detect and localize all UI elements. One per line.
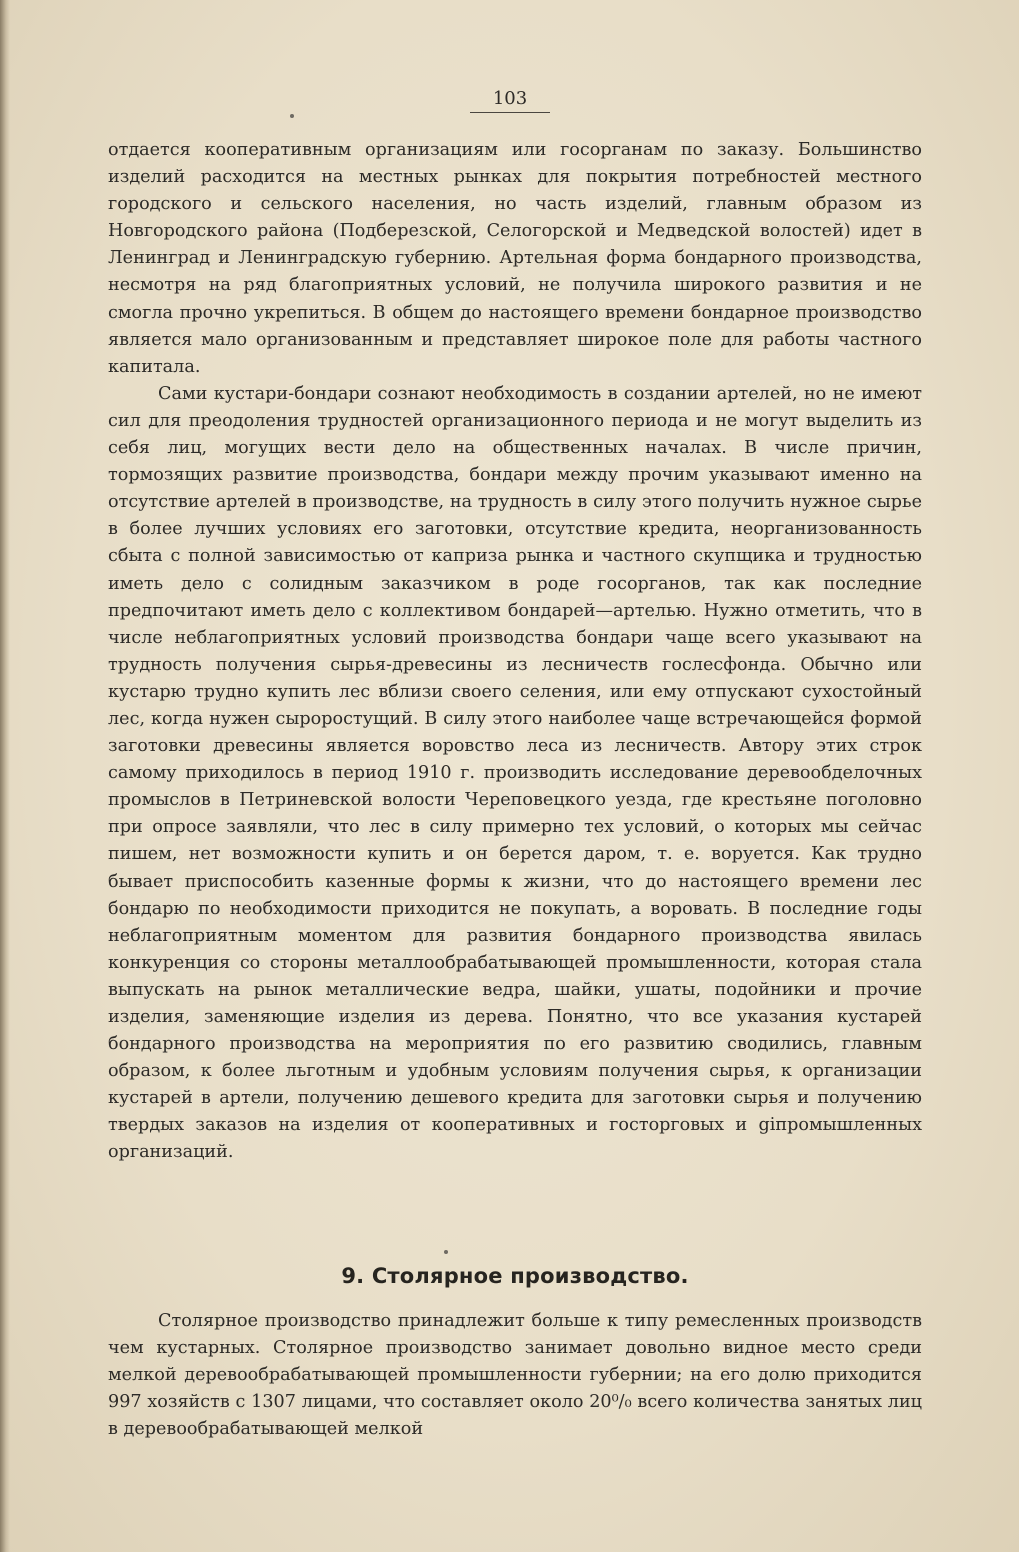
paragraph-continuation: отдается кооперативным организациям или госорганам по заказу. Большинство изделий расходится на местных рынках для покрытия потребностей местного городского и сельского населения, но часть изделий, главным образом из Новгородского района (Подберезской, Селогорской и Медведской волостей) идет в Ленинград и Ленинградскую губернию. Артельная форма бондарного производства, несмотря на ряд благоприятных условий, не получила широкого развития и не смогла прочно укрепиться. В общем до настоящего времени бондарное производство является мало организованным и представляет широкое поле для работы частного капитала. [108,140,922,377]
page-left-edge [0,0,10,1552]
section-heading: 9. Столярное производство. [341,1264,689,1288]
paragraph-carpentry: Столярное производство принадлежит больше к типу ремесленных производств чем кустарных. Столярное производство занимает довольно видное место среди мелкой деревообрабатывающей промышленности губернии; на его долю приходится 997 хозяйств с 1307 лицами, что составляет около 20⁰/₀ всего количества занятых лиц в деревообрабатывающей мелкой [108,1311,922,1440]
print-speck [444,1250,448,1254]
section-text [108,1308,922,1443]
paragraph-cooperage: Сами кустари-бондари сознают необходимость в создании артелей, но не имеют сил для преодоления трудностей организационного периода и не могут выделить из себя лиц, могущих вести дело на общественных началах. В числе причин, тормозящих развитие производства, бондари между прочим указывают именно на отсутствие артелей в производстве, на трудность в силу этого получить нужное сырье в более лучших условиях его заготовки, отсутствие кредита, неорганизованность сбыта с полной зависимостью от каприза рынка и частного скупщика и трудностью иметь дело с солидным заказчиком в роде госорганов, так как последние предпочитают иметь дело с коллективом бондарей—артелью. Нужно отметить, что в числе неблагоприятных условий производства бондари чаще всего указывают на трудность получения сырья-древесины из лесничеств гослесфонда. Обычно или кустарю трудно купить лес вблизи своего селения, или ему отпускают сухостойный лес, когда нужен сыроростущий. В силу этого наиболее чаще встречающейся формой заготовки древесины является воровство леса из лесничеств. Автору этих строк самому приходилось в период 1910 г. производить исследование деревообделочных промыслов в Петриневской волости Череповецкого уезда, где крестьяне поголовно при опросе заявляли, что лес в силу примерно тех условий, о которых мы сейчас пишем, нет возможности купить и он берется даром, т. е. воруется. Как трудно бывает приспособить казенные формы к жизни, что до настоящего времени лес бондарю по необходимости приходится не покупать, а воровать. В последние годы неблагоприятным моментом для развития бондарного производства явилась конкуренция со стороны металлообрабатывающей промышленности, которая стала выпускать на рынок металлические ведра, шайки, ушаты, подойники и прочие изделия, заменяющие изделия из дерева. Понятно, что все указания кустарей бондарного производства на мероприятия по его развитию сводились, главным образом, к более льготным и удобным условиям получения сырья, к организации кустарей в артели, получению дешевого кредита для заготовки сырья и получению твердых заказов на изделия от кооперативных и госторговых и giпромышленных организаций. [108,383,922,1163]
page-number: 103 [470,88,550,113]
main-text [108,137,922,1167]
print-speck [290,114,294,118]
